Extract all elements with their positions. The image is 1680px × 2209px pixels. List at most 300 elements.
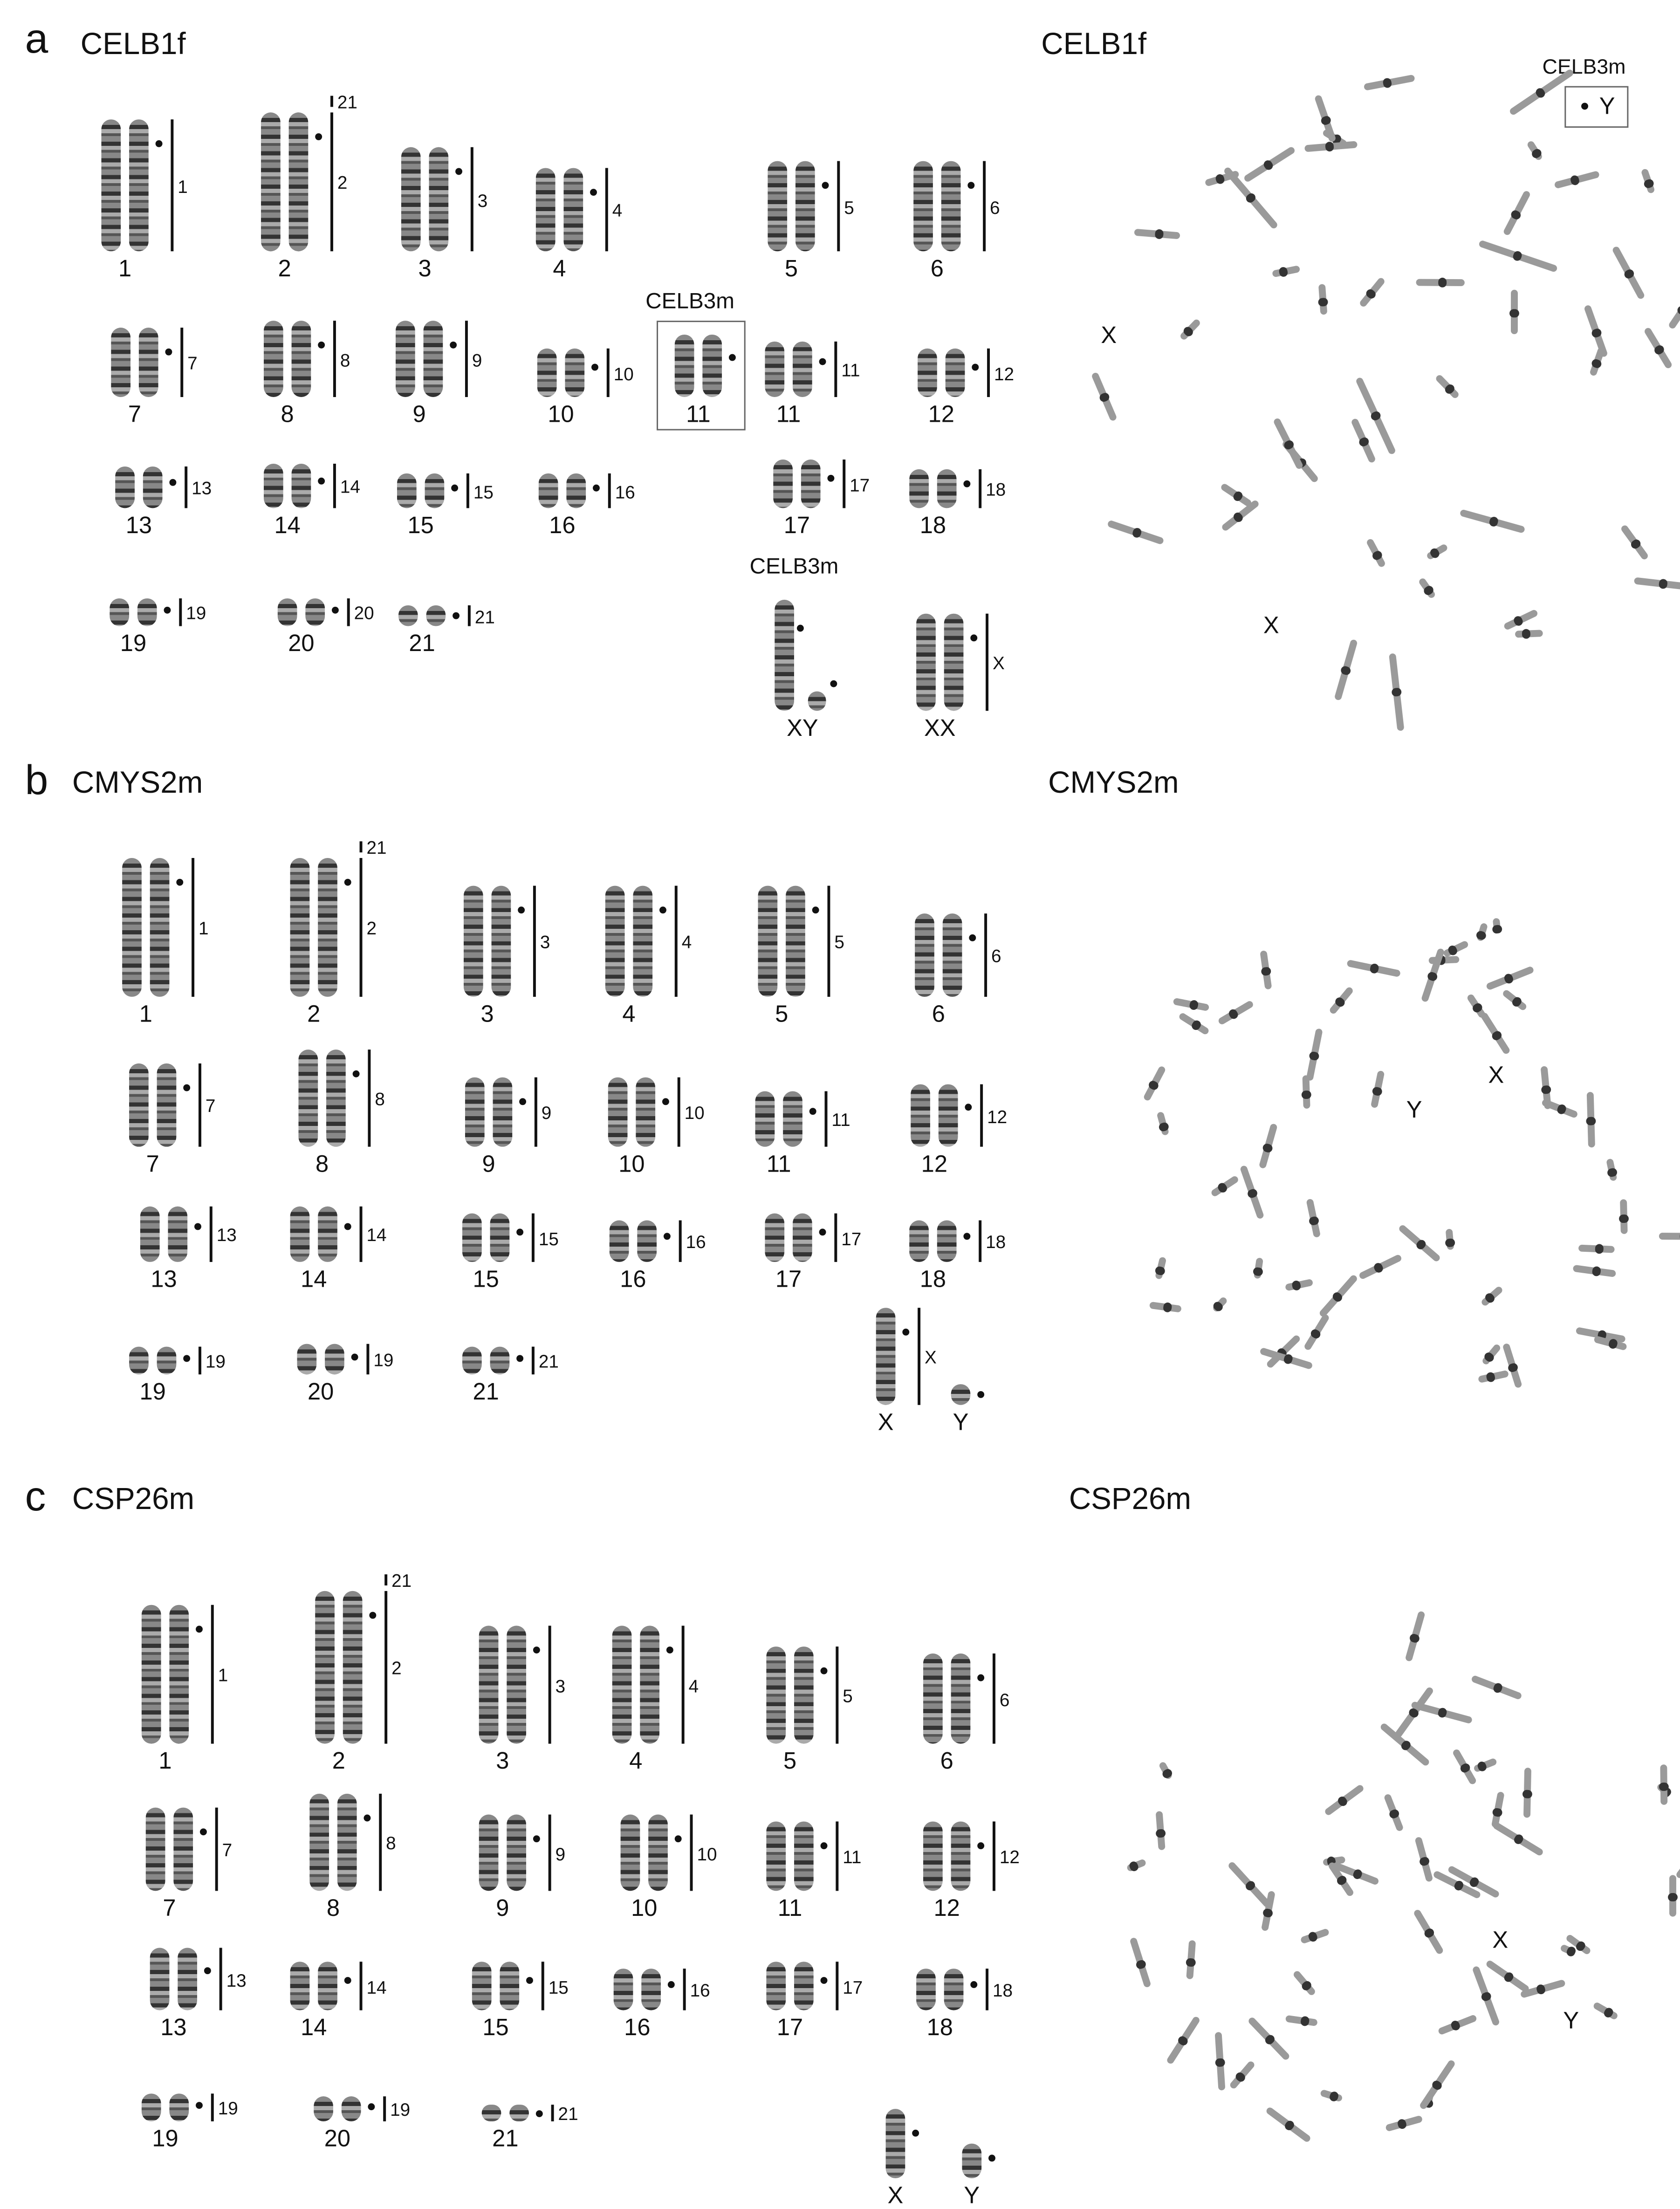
- centromere-dot: [315, 133, 322, 140]
- scale-bar: [825, 1091, 828, 1146]
- scale-bar-label: 21: [391, 1570, 412, 1591]
- metaphase-chromosome: [1399, 1224, 1442, 1263]
- metaphase-c-x-label: X: [1492, 1927, 1509, 1954]
- scale-bar-label: 17: [850, 474, 870, 495]
- chromosome-label: 11: [776, 401, 801, 428]
- metaphase-chromosome: [1301, 1928, 1330, 1943]
- chromosome-label: 5: [783, 1748, 797, 1775]
- chromosome-homolog: [298, 1050, 318, 1147]
- scale-bar-label: 20: [354, 602, 374, 624]
- metaphase-chromosome: [1619, 1199, 1627, 1234]
- scale-bar-label: 10: [684, 1102, 705, 1124]
- chromosome-label: 3: [496, 1748, 509, 1775]
- metaphase-chromosome: [1091, 372, 1117, 422]
- scale-bar: [827, 886, 830, 997]
- scale-bar-label: 13: [216, 1224, 237, 1246]
- scale-bar-label: 7: [187, 352, 198, 374]
- scale-bar: [834, 342, 837, 397]
- metaphase-chromosome: [1435, 374, 1461, 400]
- chromosome-homolog: [794, 1962, 814, 2010]
- centromere-dot: [590, 189, 597, 196]
- chromosome-homolog: [566, 473, 586, 508]
- metaphase-chromosome: [1502, 190, 1531, 236]
- chromosome-homolog: [292, 464, 311, 508]
- scale-bar-label: X: [992, 652, 1005, 673]
- centromere-dot: [809, 1108, 816, 1115]
- chromosome-label: 19: [152, 2125, 178, 2152]
- scale-bar: [843, 460, 845, 508]
- scale-bar-label: 16: [686, 1231, 706, 1253]
- scale-bar: [330, 112, 333, 251]
- chromosome-homolog: [605, 886, 625, 997]
- chromosome-label: Y: [964, 2182, 980, 2209]
- scale-bar-label: 8: [340, 349, 350, 370]
- chromosome-homolog: [101, 119, 121, 251]
- chromosome-homolog: [610, 1221, 629, 1262]
- metaphase-chromosome: [1210, 1174, 1240, 1197]
- panel-b-title: CMYS2m: [72, 765, 203, 800]
- chromosome-label: 19: [120, 630, 147, 657]
- metaphase-chromosome: [1213, 1297, 1229, 1313]
- scale-bar: [360, 1207, 363, 1262]
- metaphase-chromosome: [1446, 1228, 1455, 1249]
- metaphase-chromosome: [1133, 229, 1179, 240]
- chromosome-homolog: [462, 1347, 482, 1375]
- scale-bar-label: 12: [999, 1846, 1020, 1867]
- metaphase-chromosome: [1572, 1265, 1615, 1277]
- chromosome-homolog: [765, 1214, 784, 1262]
- scale-bar: [210, 1207, 213, 1262]
- centromere-dot: [194, 1223, 201, 1230]
- chromosome-homolog: [913, 161, 933, 252]
- metaphase-chromosome: [1416, 280, 1465, 287]
- chromosome-homolog: [137, 598, 157, 626]
- metaphase-chromosome: [1620, 525, 1649, 561]
- scale-bar-label: 9: [555, 1843, 566, 1864]
- chromosome-homolog: [939, 1084, 958, 1147]
- scale-bar-label: 8: [375, 1088, 385, 1110]
- scale-bar: [185, 466, 187, 508]
- centromere-dot: [183, 1084, 190, 1091]
- metaphase-chromosome: [1553, 171, 1599, 189]
- scale-bar-label: 2: [337, 172, 348, 193]
- chromosome-homolog: [129, 1063, 149, 1147]
- scale-bar-label: 14: [366, 1224, 387, 1246]
- chromosome-label: 9: [496, 1895, 509, 1921]
- scale-bar: [834, 1214, 837, 1262]
- scale-bar: [551, 2105, 554, 2121]
- scale-bar-label: 15: [473, 481, 494, 502]
- metaphase-chromosome: [1415, 1836, 1434, 1883]
- scale-bar-label: 21: [366, 837, 387, 858]
- chromosome-homolog: [142, 1605, 161, 1744]
- centromere-dot: [318, 342, 325, 349]
- metaphase-chromosome: [1227, 1860, 1272, 1908]
- scale-bar-label: 18: [986, 1231, 1006, 1253]
- scale-bar-label: 10: [613, 363, 634, 384]
- chromosome-homolog: [309, 1794, 329, 1891]
- metaphase-chromosome: [1606, 1158, 1618, 1180]
- chromosome-homolog: [795, 161, 815, 252]
- panel-a-metaphase-title: CELB1f: [1041, 26, 1147, 62]
- metaphase-chromosome: [1107, 520, 1165, 546]
- sample-label: CELB3m: [645, 290, 734, 314]
- chromosome-homolog: [318, 858, 337, 997]
- chromosome-label: 9: [482, 1151, 495, 1178]
- scale-bar: [549, 1626, 551, 1743]
- scale-bar-label: 19: [390, 2099, 411, 2120]
- centromere-dot: [450, 342, 457, 349]
- scale-bar-label: 21: [538, 1351, 559, 1372]
- chromosome-label: 1: [139, 1001, 152, 1028]
- chromosome-homolog: [150, 858, 170, 997]
- chromosome-homolog: [157, 1063, 177, 1147]
- metaphase-chromosome: [1229, 2060, 1256, 2090]
- scale-bar-label: 3: [555, 1675, 566, 1696]
- metaphase-a-y-box: [1564, 86, 1628, 128]
- scale-bar-label: 1: [198, 918, 209, 939]
- metaphase-chromosome: [1394, 1687, 1435, 1739]
- chromosome-label: 7: [163, 1895, 176, 1921]
- metaphase-chromosome: [1166, 2016, 1200, 2065]
- chromosome-label: 4: [629, 1748, 643, 1775]
- centromere-dot: [675, 1835, 682, 1842]
- chromosome-label: 12: [928, 401, 954, 428]
- chromosome-homolog: [290, 858, 310, 997]
- centromere-dot: [969, 934, 976, 941]
- chromosome-homolog: [755, 1091, 775, 1146]
- centromere-dot: [519, 1098, 526, 1105]
- metaphase-chromosome: [1485, 1960, 1529, 1994]
- chromosome-homolog: [129, 119, 149, 251]
- chromosome-homolog: [923, 1821, 943, 1891]
- metaphase-chromosome: [1487, 965, 1535, 990]
- scale-bar-label: 1: [178, 175, 188, 197]
- centromere-dot: [963, 1233, 970, 1240]
- chromosome-homolog: [343, 1591, 363, 1744]
- metaphase-chromosome: [1669, 1875, 1676, 1916]
- metaphase-chromosome: [1292, 1970, 1316, 1997]
- scale-bar: [379, 1794, 382, 1891]
- metaphase-chromosome: [1306, 1028, 1323, 1080]
- scale-bar: [465, 321, 468, 397]
- scale-bar: [607, 349, 610, 397]
- chromosome-label: 16: [620, 1266, 646, 1293]
- metaphase-chromosome: [1304, 141, 1357, 152]
- chromosome-homolog: [139, 328, 158, 397]
- centromere-dot: [164, 607, 171, 614]
- scale-bar-label: 18: [986, 479, 1006, 500]
- chromosome-homolog: [637, 1221, 657, 1262]
- chromosome-label: 2: [332, 1748, 345, 1775]
- chromosome-homolog: [261, 112, 281, 251]
- scale-bar: [683, 1969, 686, 2010]
- scale-bar-label: 2: [391, 1657, 402, 1679]
- panel-c-metaphase-title: CSP26m: [1069, 1481, 1192, 1516]
- chromosome-homolog: [786, 886, 805, 997]
- centromere-dot: [451, 484, 458, 491]
- chromosome-label: 8: [326, 1895, 340, 1921]
- metaphase-chromosome: [1411, 1701, 1473, 1724]
- centromere-dot: [965, 1103, 972, 1110]
- centromere-dot: [970, 1981, 977, 1988]
- metaphase-chromosome: [1248, 2017, 1291, 2062]
- centromere-dot: [666, 1646, 673, 1653]
- centromere-dot: [970, 634, 977, 641]
- centromere-dot: [169, 479, 176, 486]
- chromosome-label: 1: [118, 255, 132, 282]
- chromosome-homolog: [314, 2096, 333, 2121]
- metaphase-chromosome: [1154, 1256, 1166, 1280]
- metaphase-chromosome: [1323, 1784, 1365, 1816]
- metaphase-chromosome: [1178, 1011, 1210, 1035]
- metaphase-chromosome: [1220, 499, 1260, 532]
- chromosome-homolog: [941, 161, 961, 252]
- chromosome-label: 17: [776, 2014, 803, 2041]
- metaphase-chromosome: [1129, 1937, 1151, 1988]
- chromosome-label: 18: [919, 512, 946, 539]
- centromere-dot: [363, 1815, 370, 1822]
- scale-bar-label: 21: [474, 606, 495, 627]
- chromosome-homolog: [326, 1050, 346, 1147]
- metaphase-chromosome: [1242, 145, 1296, 182]
- chromosome-label: 15: [482, 2014, 509, 2041]
- chromosome-homolog: [401, 147, 421, 251]
- metaphase-chromosome: [1526, 140, 1543, 162]
- chromosome-homolog: [297, 1344, 317, 1375]
- chromosome-homolog: [793, 342, 812, 397]
- centromere-dot: [183, 1355, 190, 1362]
- metaphase-chromosome: [1371, 1070, 1385, 1108]
- scale-bar: [199, 1063, 201, 1147]
- metaphase-chromosome: [1254, 1257, 1264, 1278]
- scale-bar-label: 2: [366, 918, 377, 939]
- scale-bar: [675, 886, 678, 997]
- scale-bar: [199, 1347, 201, 1375]
- chromosome-label: 17: [783, 512, 810, 539]
- chromosome-homolog: [608, 1077, 628, 1147]
- chromosome-homolog: [507, 1626, 526, 1743]
- chromosome-homolog: [944, 614, 964, 711]
- metaphase-chromosome: [1466, 993, 1486, 1018]
- chromosome-homolog: [289, 112, 309, 251]
- centromere-dot: [821, 1842, 828, 1849]
- centromere-dot: [353, 1070, 360, 1077]
- scale-bar-label: 5: [834, 931, 844, 953]
- chromosome-homolog: [140, 1207, 160, 1262]
- chromosome-homolog: [915, 913, 934, 997]
- centromere-dot: [526, 1976, 533, 1983]
- centromere-dot: [453, 611, 459, 618]
- metaphase-chromosome: [1589, 346, 1605, 376]
- chromosome-homolog: [169, 1605, 189, 1744]
- scale-bar: [836, 1646, 838, 1744]
- chromosome-homolog: [168, 1207, 187, 1262]
- chromosome-homolog: [768, 161, 787, 252]
- chromosome-label: X: [878, 1409, 894, 1436]
- centromere-dot: [963, 481, 970, 488]
- scale-bar: [171, 119, 173, 251]
- scale-bar-label: 16: [690, 1980, 710, 2001]
- scale-bar-label: X: [925, 1346, 937, 1368]
- metaphase-chromosome: [1303, 1313, 1330, 1351]
- scale-bar-label: 7: [205, 1095, 216, 1117]
- centromere-dot: [972, 363, 979, 370]
- metaphase-chromosome: [1258, 1123, 1277, 1169]
- chromosome-label: 18: [926, 2014, 953, 2041]
- metaphase-chromosome: [1386, 2115, 1424, 2132]
- chromosome-homolog: [493, 1077, 513, 1147]
- centromere-dot: [668, 1981, 675, 1988]
- chromosome-label: 6: [932, 1001, 945, 1028]
- chromosome-homolog: [537, 349, 557, 397]
- chromosome-homolog: [633, 886, 652, 997]
- centromere-dot: [536, 2110, 543, 2117]
- chromosome-homolog: [150, 1948, 170, 2010]
- centromere-dot: [830, 680, 837, 687]
- scale-bar-label: 13: [226, 1969, 247, 1990]
- chromosome-homolog: [315, 1591, 335, 1744]
- scale-bar: [333, 321, 336, 397]
- metaphase-chromosome: [1502, 988, 1528, 1011]
- scale-bar-label: 4: [681, 931, 692, 953]
- chromosome-label: 21: [473, 1379, 499, 1405]
- centromere-dot: [196, 1626, 203, 1633]
- chromosome-label: 20: [324, 2125, 351, 2152]
- metaphase-chromosome: [1420, 947, 1445, 1002]
- chromosome-label: 20: [288, 630, 315, 657]
- centromere-dot: [516, 1228, 523, 1235]
- metaphase-chromosome: [1515, 630, 1543, 638]
- metaphase-chromosome: [1510, 290, 1517, 334]
- chromosome-label: 2: [278, 255, 291, 282]
- metaphase-chromosome: [1442, 940, 1469, 958]
- scale-bar-label: 19: [186, 602, 206, 624]
- chromosome-label: 1: [158, 1748, 172, 1775]
- chromosome-homolog: [794, 1821, 814, 1891]
- chromosome-homolog: [909, 469, 929, 508]
- chromosome-homolog: [479, 1626, 499, 1743]
- centromere-dot: [344, 1976, 351, 1983]
- scale-bar-small: [330, 96, 333, 107]
- centromere-dot: [533, 1835, 540, 1842]
- chromosome-homolog: [918, 349, 937, 397]
- centromere-dot: [318, 477, 325, 484]
- chromosome-label: 13: [151, 1266, 177, 1293]
- scale-bar-label: 11: [843, 1846, 862, 1867]
- metaphase-chromosome: [1659, 1233, 1680, 1240]
- scale-bar-label: 6: [991, 945, 1001, 967]
- scale-bar: [219, 1948, 222, 2010]
- scale-bar: [333, 464, 336, 508]
- chromosome-homolog: [563, 168, 583, 251]
- scale-bar: [468, 605, 471, 626]
- metaphase-chromosome: [1493, 1821, 1544, 1857]
- chromosome-homolog: [536, 168, 555, 251]
- chromosome-homolog: [621, 1815, 640, 1891]
- scale-bar: [211, 2093, 214, 2121]
- metaphase-chromosome: [1502, 609, 1539, 631]
- centromere-dot: [977, 1674, 984, 1681]
- chromosome-label: 2: [307, 1001, 321, 1028]
- scale-bar-label: 3: [540, 931, 550, 953]
- chromosome-homolog: [636, 1077, 655, 1147]
- centromere-dot: [902, 1329, 909, 1336]
- chromosome-label: 19: [139, 1379, 166, 1405]
- metaphase-chromosome: [1186, 1941, 1196, 1980]
- metaphase-chromosome: [1358, 277, 1385, 309]
- centromere-dot: [664, 1233, 671, 1240]
- metaphase-chromosome: [1470, 1674, 1522, 1700]
- scale-bar: [836, 1962, 838, 2010]
- chromosome-homolog: [146, 1808, 165, 1891]
- metaphase-a-y-label: Y: [1599, 93, 1615, 120]
- chromosome-homolog: [794, 1646, 814, 1744]
- scale-bar-label: 13: [192, 477, 212, 499]
- scale-bar-label: 6: [999, 1688, 1010, 1710]
- metaphase-chromosome: [1412, 1908, 1443, 1955]
- centromere-dot: [797, 625, 804, 632]
- centromere-dot: [967, 182, 974, 189]
- metaphase-chromosome: [1478, 1369, 1509, 1382]
- chromosome-label: 6: [930, 255, 944, 282]
- centromere-dot: [200, 1828, 207, 1835]
- metaphase-chromosome: [1480, 1012, 1511, 1056]
- chromosome-homolog: [766, 1821, 786, 1891]
- chromosome-label: 13: [160, 2014, 187, 2041]
- scale-bar: [679, 1221, 682, 1262]
- chromosome-label: 21: [492, 2125, 519, 2152]
- centromere-dot: [204, 1967, 211, 1974]
- metaphase-chromosome: [1318, 1275, 1358, 1319]
- scale-bar-small: [384, 1574, 387, 1585]
- chromosome-homolog: [122, 858, 142, 997]
- metaphase-chromosome: [1419, 577, 1437, 599]
- scale-bar: [366, 1344, 369, 1375]
- scale-bar: [986, 614, 988, 711]
- chromosome-homolog: [425, 473, 445, 508]
- scale-bar: [215, 1808, 218, 1891]
- scale-bar: [535, 1077, 537, 1147]
- chromosome-homolog: [937, 1221, 957, 1262]
- metaphase-chromosome: [1214, 2031, 1225, 2090]
- chromosome-homolog: [290, 1962, 310, 2010]
- scale-bar-label: 16: [615, 481, 635, 502]
- scale-bar-label: 9: [541, 1102, 552, 1124]
- chromosome: [951, 1384, 971, 1405]
- scale-bar: [690, 1815, 693, 1891]
- chromosome-label: 5: [784, 255, 798, 282]
- chromosome-homolog: [765, 342, 784, 397]
- scale-bar-label: 12: [987, 1105, 1008, 1127]
- scale-bar: [533, 886, 536, 997]
- centromere-dot: [156, 140, 163, 147]
- scale-bar-label: 21: [558, 2103, 578, 2124]
- chromosome-label: 15: [407, 512, 434, 539]
- chromosome-homolog: [337, 1794, 357, 1891]
- chromosome-label: 5: [775, 1001, 789, 1028]
- chromosome-homolog: [539, 473, 558, 508]
- metaphase-chromosome: [1419, 2059, 1457, 2110]
- metaphase-chromosome: [1459, 509, 1526, 534]
- scale-bar: [918, 1308, 920, 1405]
- chromosome-label: 14: [274, 512, 301, 539]
- scale-bar-label: 19: [218, 2098, 238, 2119]
- scale-bar-label: 7: [222, 1839, 233, 1860]
- chromosome-homolog: [479, 1815, 499, 1891]
- scale-bar-label: 9: [472, 349, 482, 370]
- scale-bar-label: 8: [386, 1832, 396, 1853]
